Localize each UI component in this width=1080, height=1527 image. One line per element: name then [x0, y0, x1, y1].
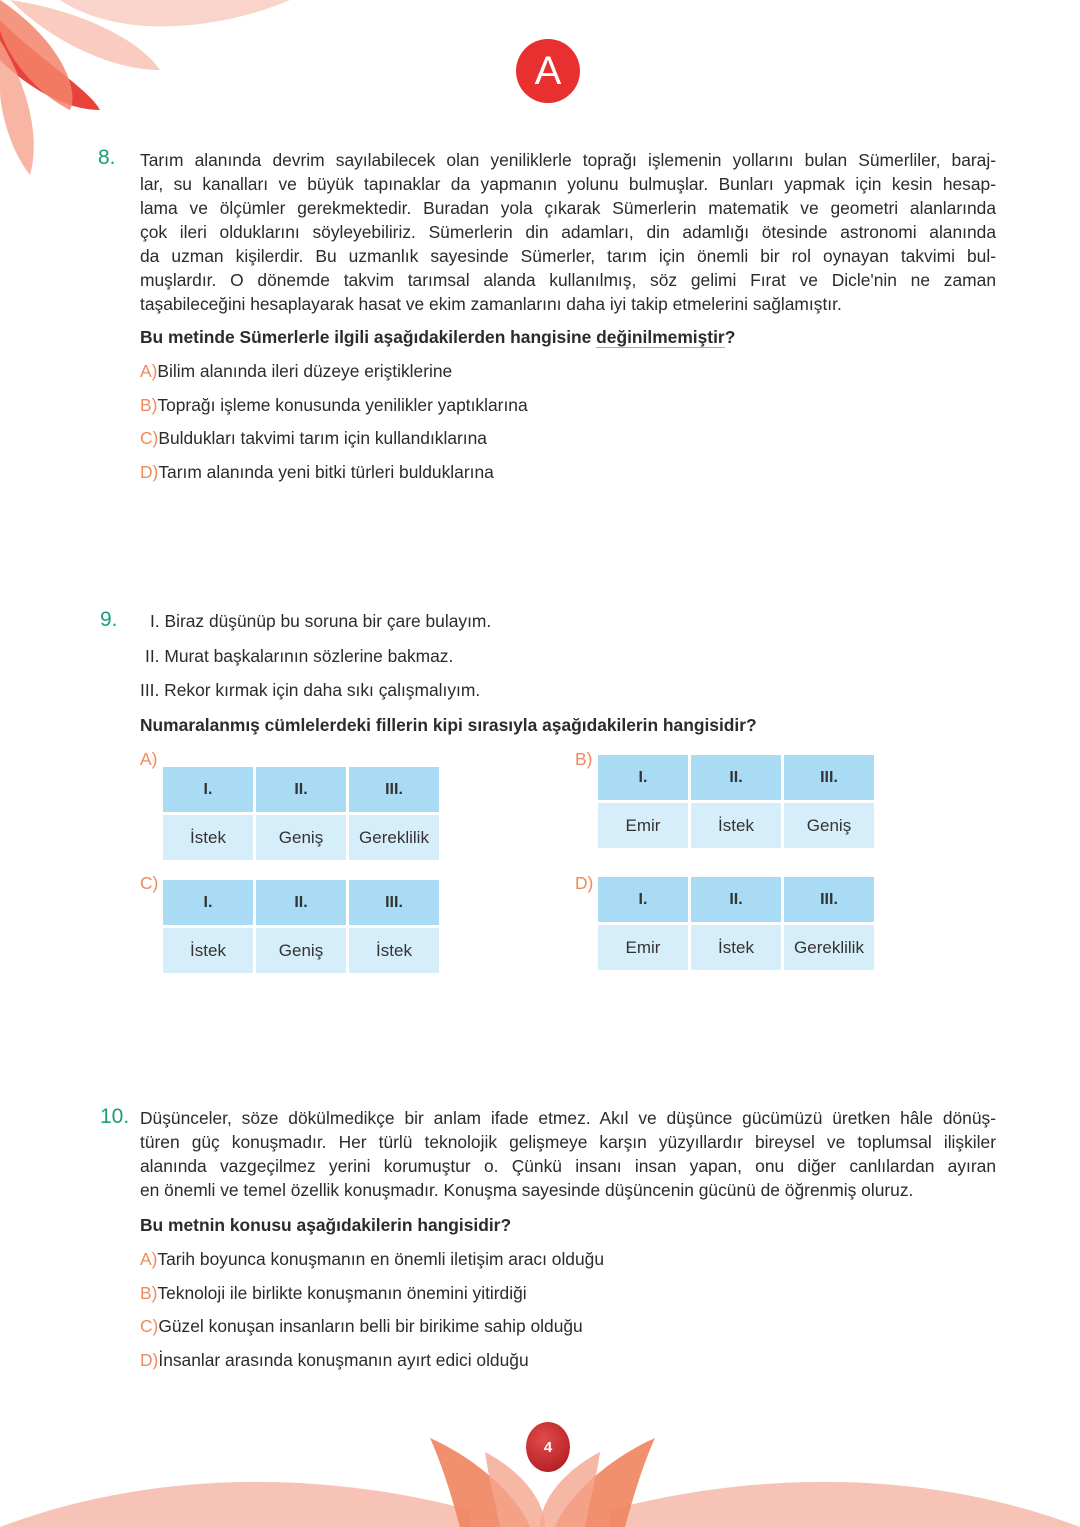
- option-letter: A): [140, 1249, 158, 1269]
- passage-line: taşabileceğini hesaplayarak hasat ve ekim zamanlarını daha iyi takip etmelerini sağlamıştır.: [140, 294, 842, 314]
- passage-line: lar, su kanalları ve büyük tapınaklar da yapmanın yolunu bulmuşlar. Bunları yapmak için kesin hesap-: [140, 174, 996, 194]
- table-cell: İstek: [691, 925, 781, 970]
- option-letter[interactable]: C): [140, 873, 159, 893]
- table-header-cell: II.: [691, 755, 781, 800]
- answer-option-d[interactable]: [140, 1350, 529, 1371]
- answer-option-a-table[interactable]: [163, 767, 439, 860]
- table-header-cell: III.: [349, 767, 439, 812]
- question-10-passage: [140, 1106, 996, 1202]
- answer-option-b[interactable]: [140, 1283, 527, 1304]
- table-cell: İstek: [349, 928, 439, 973]
- passage-line: türen güç konuşmadır. Her türlü teknolojik gelişmeye karşın yüzyıllardır bireysel ve toplumsal ilişkiler: [140, 1132, 996, 1152]
- booklet-letter-badge: [516, 39, 580, 103]
- table-header-cell: I.: [598, 755, 688, 800]
- question-number: 8.: [98, 146, 116, 169]
- statement-3: III. Rekor kırmak için daha sıkı çalışmalıyım.: [140, 680, 481, 700]
- table-cell: Emir: [598, 925, 688, 970]
- answer-option-b-table[interactable]: [598, 755, 874, 848]
- option-text: İnsanlar arasında konuşmanın ayırt edici olduğu: [158, 1350, 529, 1371]
- answer-option-b[interactable]: [140, 395, 528, 416]
- option-letter: B): [140, 394, 158, 415]
- option-letter[interactable]: A): [140, 749, 158, 769]
- option-text: Bilim alanında ileri düzeye eriştiklerine: [157, 361, 453, 381]
- table-cell: Geniş: [256, 928, 346, 973]
- passage-line: lama ve ölçümler gerekmektedir. Buradan yola çıkarak Sümerlerin matematik ve geometri alanlarında: [140, 198, 996, 218]
- passage-line: çok ileri olduklarını söyleyebiliriz. Sümerlerin din adamları, din adamlığı ötesinde astronomi alanında: [140, 222, 996, 242]
- option-text: Tarım alanında yeni bitki türleri bulduklarına: [158, 462, 494, 483]
- table-header-cell: I.: [163, 767, 253, 812]
- answer-option-c-table[interactable]: [163, 880, 439, 973]
- table-header-cell: III.: [784, 877, 874, 922]
- option-text: Güzel konuşan insanların belli bir birikime sahip olduğu: [158, 1316, 583, 1337]
- passage-line: Tarım alanında devrim sayılabilecek olan yeniliklerle toprağı işlemenin yollarını bulan Sümerliler, baraj-: [140, 150, 996, 170]
- option-text: Tarih boyunca konuşmanın en önemli iletişim aracı olduğu: [157, 1249, 604, 1269]
- question-number: 9.: [100, 608, 118, 631]
- table-cell: İstek: [163, 815, 253, 860]
- page-number-badge: [526, 1422, 570, 1472]
- table-cell: İstek: [163, 928, 253, 973]
- table-cell: Gereklilik: [349, 815, 439, 860]
- option-text: Buldukları takvimi tarım için kullandıklarına: [158, 428, 487, 449]
- option-letter[interactable]: D): [575, 873, 594, 893]
- stem-suffix: ?: [724, 327, 736, 347]
- question-8-stem: [140, 327, 735, 348]
- question-8-passage: [140, 148, 996, 316]
- answer-option-a[interactable]: [140, 1249, 604, 1270]
- answer-option-d[interactable]: [140, 462, 494, 483]
- answer-option-c[interactable]: [140, 428, 487, 449]
- question-10-stem: Bu metnin konusu aşağıdakilerin hangisidir?: [140, 1215, 512, 1235]
- option-letter: C): [140, 1316, 159, 1337]
- table-header-cell: II.: [256, 880, 346, 925]
- question-9-stem: Numaralanmış cümlelerdeki fillerin kipi sırasıyla aşağıdakilerin hangisidir?: [140, 715, 757, 735]
- option-letter: D): [140, 1350, 159, 1371]
- answer-option-d-table[interactable]: [598, 877, 874, 970]
- table-cell: Geniş: [784, 803, 874, 848]
- booklet-letter: A: [534, 48, 562, 93]
- passage-line: alanında vazgeçilmez yerini korumuştur o. Çünkü insanı insan yapan, onu diğer canlılardan ayıran: [140, 1156, 996, 1176]
- option-letter: A): [140, 361, 158, 381]
- option-text: Toprağı işleme konusunda yenilikler yaptıklarına: [157, 394, 528, 415]
- statement-1: I. Biraz düşünüp bu soruna bir çare bulayım.: [150, 611, 492, 631]
- table-header-cell: III.: [784, 755, 874, 800]
- table-header-cell: III.: [349, 880, 439, 925]
- stem-text: Bu metinde Sümerlerle ilgili aşağıdakilerden hangisine: [140, 327, 597, 347]
- option-letter: B): [140, 1282, 158, 1303]
- passage-line: muşlardır. O dönemde takvim tarımsal alanda kullanılmış, söz gelimi Fırat ve Dicle'nin ne zaman: [140, 270, 996, 290]
- answer-option-c[interactable]: [140, 1316, 583, 1337]
- option-letter: C): [140, 428, 159, 449]
- question-number: 10.: [100, 1105, 130, 1128]
- statement-2: II. Murat başkalarının sözlerine bakmaz.: [145, 646, 454, 666]
- table-cell: Gereklilik: [784, 925, 874, 970]
- passage-line: en önemli ve temel özellik konuşmadır. Konuşma sayesinde düşüncenin gücünü de öğrenmiş oluruz.: [140, 1180, 914, 1200]
- option-letter[interactable]: B): [575, 749, 593, 769]
- passage-line: da uzman kişilerdir. Bu uzmanlık sayesinde Sümerler, tarım için önemli bir rol oynayan takvimi bul-: [140, 246, 996, 266]
- table-header-cell: II.: [691, 877, 781, 922]
- stem-emphasis: değinilmemiştir: [596, 327, 725, 347]
- passage-line: Düşünceler, söze dökülmedikçe bir anlam ifade etmez. Akıl ve düşünce gücümüzü üretken hâle dönüş-: [140, 1108, 996, 1128]
- table-header-cell: I.: [598, 877, 688, 922]
- table-header-cell: II.: [256, 767, 346, 812]
- table-cell: Emir: [598, 803, 688, 848]
- table-cell: Geniş: [256, 815, 346, 860]
- table-cell: İstek: [691, 803, 781, 848]
- option-text: Teknoloji ile birlikte konuşmanın önemini yitirdiği: [157, 1282, 527, 1303]
- answer-option-a[interactable]: [140, 361, 452, 382]
- option-letter: D): [140, 462, 159, 483]
- table-header-cell: I.: [163, 880, 253, 925]
- page-number: 4: [543, 1438, 553, 1456]
